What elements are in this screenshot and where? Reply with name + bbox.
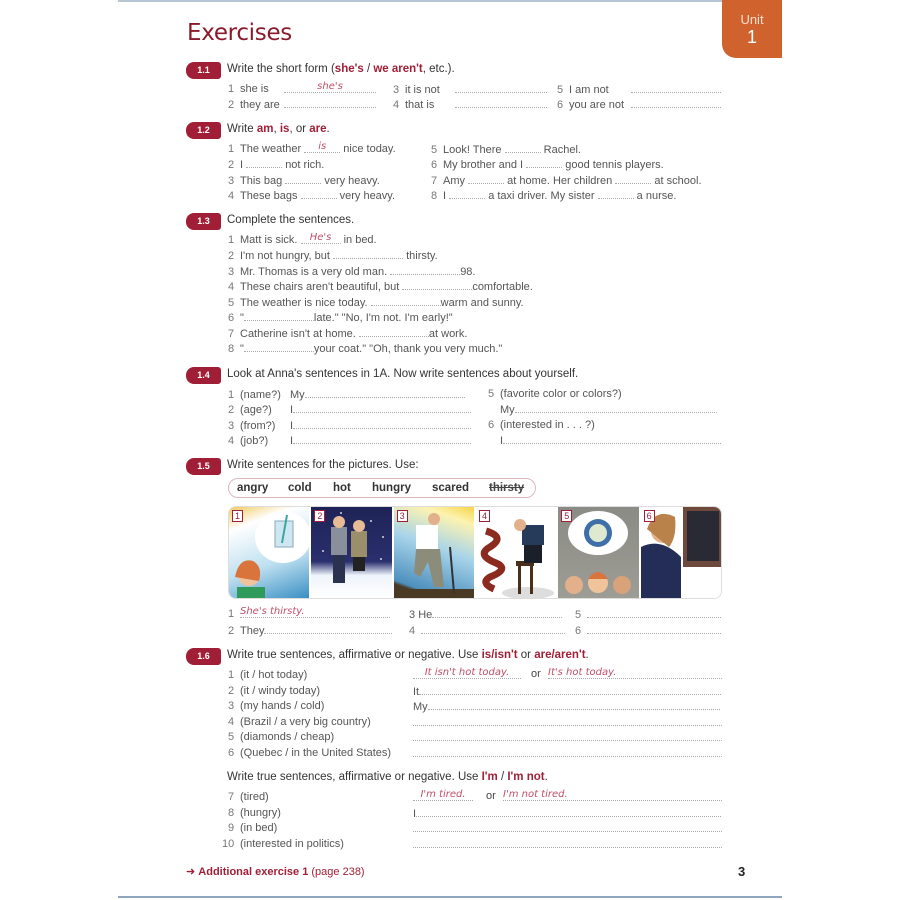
picture-number: 3 bbox=[397, 510, 408, 522]
picture-number: 4 bbox=[479, 510, 490, 522]
word: hot bbox=[333, 482, 351, 494]
exercise-1-3-item: 7 Catherine isn't at home. at work. bbox=[228, 328, 468, 340]
answer-field[interactable] bbox=[244, 341, 314, 352]
exercise-1-3-item: 2 I'm not hungry, but thirsty. bbox=[228, 250, 438, 262]
unit-number: 1 bbox=[746, 27, 757, 47]
exercise-1-4-item: 2 (age?) I bbox=[228, 402, 471, 417]
answer-field[interactable] bbox=[285, 173, 321, 184]
exercise-1-2-item: 6 My brother and I good tennis players. bbox=[431, 159, 664, 171]
answer-field[interactable]: It's hot today. bbox=[548, 668, 722, 679]
or-label: or bbox=[486, 790, 496, 802]
answer-field[interactable] bbox=[293, 402, 471, 413]
exercise-1-1-item: 6 you are not bbox=[557, 97, 721, 112]
exercise-1-4-item: 5 (favorite color or colors?) bbox=[488, 388, 622, 400]
word-used: thirsty bbox=[489, 482, 525, 494]
exercise-1-6-prompt: 2 (it / windy today) bbox=[228, 685, 321, 697]
exercise-1-6-instruction: Write true sentences, affirmative or negative. Use is/isn't or are/aren't. bbox=[227, 649, 589, 661]
exercise-1-4-instruction: Look at Anna's sentences in 1A. Now write sentences about yourself. bbox=[227, 368, 579, 380]
exercise-1-3-instruction: Complete the sentences. bbox=[227, 214, 355, 226]
answer-field[interactable] bbox=[371, 295, 441, 306]
picture-3-hot bbox=[394, 507, 476, 598]
exercise-1-6-answer-line: My bbox=[413, 699, 720, 714]
bottom-rule bbox=[118, 896, 782, 898]
answer-field[interactable]: is bbox=[304, 142, 340, 153]
top-rule bbox=[118, 0, 722, 2]
exercise-1-2-item: 1 The weather is nice today. bbox=[228, 141, 396, 155]
exercise-1-6-prompt: 5 (diamonds / cheap) bbox=[228, 731, 335, 743]
answer-field[interactable] bbox=[413, 730, 722, 741]
answer-field[interactable] bbox=[246, 157, 282, 168]
exercise-1-2-item: 2 I not rich. bbox=[228, 159, 325, 171]
exercise-1-6-prompt: 3 (my hands / cold) bbox=[228, 700, 325, 712]
answer-field[interactable] bbox=[413, 746, 722, 757]
exercise-1-4-item: 4 (job?) I bbox=[228, 433, 471, 448]
exercise-badge-1-5: 1.5 bbox=[186, 458, 221, 475]
arrow-right-icon: ➜ bbox=[186, 866, 196, 878]
word: hungry bbox=[372, 482, 411, 494]
exercise-1-6-answer-line bbox=[413, 668, 521, 682]
exercise-1-6-prompt: 4 (Brazil / a very big country) bbox=[228, 716, 371, 728]
or-label: or bbox=[531, 668, 541, 680]
answer-field[interactable]: It isn't hot today. bbox=[413, 668, 521, 679]
exercise-badge-1-2: 1.2 bbox=[186, 122, 221, 139]
answer-field[interactable] bbox=[359, 326, 429, 337]
picture-1-thirsty bbox=[229, 507, 311, 598]
picture-number: 2 bbox=[314, 510, 325, 522]
exercise-1-6-answer-line bbox=[413, 790, 473, 804]
answer-field[interactable] bbox=[419, 684, 721, 695]
answer-field[interactable] bbox=[390, 264, 460, 275]
exercise-1-1-instruction: Write the short form (she's / we aren't, etc.). bbox=[227, 63, 455, 75]
answer-field[interactable] bbox=[526, 157, 562, 168]
answer-field[interactable] bbox=[416, 806, 721, 817]
answer-field[interactable] bbox=[293, 433, 471, 444]
exercise-1-6-answer-line: I bbox=[413, 806, 721, 821]
picture-number: 1 bbox=[232, 510, 243, 522]
exercise-1-3-item: 4 These chairs aren't beautiful, but comfortable. bbox=[228, 281, 533, 293]
answer-field[interactable] bbox=[413, 821, 722, 832]
exercise-1-6-prompt: 7 (tired) bbox=[228, 791, 269, 803]
exercise-1-6-answer-line bbox=[413, 746, 722, 761]
exercise-1-1-item: 4 that is bbox=[393, 97, 547, 112]
word: angry bbox=[237, 482, 269, 494]
exercise-1-5-item: 5 bbox=[575, 607, 721, 622]
answer-field[interactable] bbox=[455, 97, 547, 108]
exercise-1-3-item: 8 " your coat." "Oh, thank you very much." bbox=[228, 343, 503, 355]
word: scared bbox=[432, 482, 470, 494]
answer-field[interactable] bbox=[421, 623, 565, 634]
exercise-1-1-item: 3 it is not bbox=[393, 82, 547, 97]
exercise-1-3-item: 1 Matt is sick. He's in bed. bbox=[228, 232, 377, 246]
exercise-1-6-prompt: 9 (in bed) bbox=[228, 822, 278, 834]
answer-field[interactable] bbox=[587, 623, 721, 634]
exercise-1-6-answer-line: It bbox=[413, 684, 721, 699]
exercise-1-6-prompt: 1 (it / hot today) bbox=[228, 669, 308, 681]
answer-field[interactable]: She's thirsty. bbox=[240, 607, 390, 618]
exercise-1-1-item: 5 I am not bbox=[557, 82, 721, 97]
answer-field[interactable] bbox=[615, 173, 651, 184]
answer-field[interactable] bbox=[598, 188, 634, 199]
answer-field[interactable] bbox=[428, 699, 720, 710]
answer-field[interactable] bbox=[631, 82, 721, 93]
page-number: 3 bbox=[738, 864, 746, 879]
exercise-1-2-item: 3 This bag very heavy. bbox=[228, 175, 380, 187]
answer-field[interactable] bbox=[293, 418, 471, 429]
answer-field[interactable] bbox=[587, 607, 721, 618]
picture-5-hungry bbox=[558, 507, 640, 598]
answer-field[interactable] bbox=[305, 387, 465, 398]
exercise-1-1-item: 2 they are bbox=[228, 97, 376, 112]
exercise-1-2-item: 5 Look! There Rachel. bbox=[431, 144, 581, 156]
answer-field[interactable]: she's bbox=[284, 82, 376, 93]
answer-field[interactable]: I'm tired. bbox=[413, 790, 473, 801]
answer-field[interactable] bbox=[455, 82, 547, 93]
exercise-1-1-item: 1 she is she's bbox=[228, 82, 376, 96]
exercise-badge-1-6: 1.6 bbox=[186, 648, 221, 665]
answer-field[interactable]: He's bbox=[301, 233, 341, 244]
answer-field[interactable] bbox=[333, 248, 403, 259]
exercise-1-5-instruction: Write sentences for the pictures. Use: bbox=[227, 459, 419, 471]
exercise-1-6-answer-line bbox=[503, 790, 722, 804]
answer-field[interactable] bbox=[449, 188, 485, 199]
answer-field[interactable] bbox=[468, 173, 504, 184]
exercise-1-6-answer-line bbox=[413, 821, 722, 836]
exercise-1-4-item: 3 (from?) I bbox=[228, 418, 471, 433]
exercise-1-3-item: 5 The weather is nice today. warm and sunny. bbox=[228, 297, 524, 309]
additional-exercise-link[interactable]: ➜ Additional exercise 1 (page 238) bbox=[186, 866, 365, 878]
answer-field[interactable]: I'm not tired. bbox=[503, 790, 722, 801]
answer-field[interactable] bbox=[264, 623, 392, 634]
exercise-1-2-item: 4 These bags very heavy. bbox=[228, 190, 396, 202]
exercise-1-6-answer-line bbox=[413, 837, 722, 852]
exercise-1-5-item: 4 bbox=[409, 623, 565, 638]
exercise-1-3-item: 6 " late." "No, I'm not. I'm early!" bbox=[228, 312, 453, 324]
exercise-1-4-item-answer: My bbox=[500, 402, 717, 417]
exercise-1-5-item: 2 They bbox=[228, 623, 392, 638]
picture-number: 6 bbox=[644, 510, 655, 522]
exercise-badge-1-4: 1.4 bbox=[186, 367, 221, 384]
picture-number: 5 bbox=[561, 510, 572, 522]
exercise-1-2-item: 8 I a taxi driver. My sister a nurse. bbox=[431, 190, 677, 202]
answer-field[interactable] bbox=[244, 310, 314, 321]
exercise-1-6-answer-line bbox=[413, 715, 722, 730]
exercise-1-5-item: 3 He bbox=[409, 607, 562, 622]
unit-tab bbox=[722, 0, 782, 58]
answer-field[interactable] bbox=[284, 97, 376, 108]
exercise-1-5-item: 6 bbox=[575, 623, 721, 638]
answer-field[interactable] bbox=[631, 97, 721, 108]
answer-field[interactable] bbox=[301, 188, 337, 199]
exercise-1-3-item: 3 Mr. Thomas is a very old man. 98. bbox=[228, 266, 476, 278]
exercise-1-6-sub-instruction: Write true sentences, affirmative or negative. Use I'm / I'm not. bbox=[227, 771, 548, 783]
exercise-1-6-prompt: 8 (hungry) bbox=[228, 807, 281, 819]
exercise-1-4-item: 6 (interested in . . . ?) bbox=[488, 419, 595, 431]
answer-field[interactable] bbox=[402, 279, 472, 290]
exercise-badge-1-1: 1.1 bbox=[186, 62, 221, 79]
exercise-1-6-prompt: 10 (interested in politics) bbox=[222, 838, 344, 850]
answer-field[interactable] bbox=[505, 142, 541, 153]
picture-6-angry bbox=[641, 507, 721, 598]
exercise-badge-1-3: 1.3 bbox=[186, 213, 221, 230]
exercise-1-4-item: 1 (name?) My bbox=[228, 387, 465, 402]
exercise-1-6-prompt: 6 (Quebec / in the United States) bbox=[228, 747, 392, 759]
picture-4-scared bbox=[476, 507, 558, 598]
answer-field[interactable] bbox=[503, 433, 721, 444]
exercise-1-5-item: 1 She's thirsty. bbox=[228, 607, 390, 621]
answer-field[interactable] bbox=[515, 402, 717, 413]
unit-label: Unit bbox=[740, 12, 764, 27]
answer-field[interactable] bbox=[432, 607, 562, 618]
page-title: Exercises bbox=[187, 20, 292, 46]
exercise-1-6-answer-line bbox=[548, 668, 722, 682]
exercise-1-6-answer-line bbox=[413, 730, 722, 745]
picture-2-cold bbox=[311, 507, 393, 598]
exercise-1-4-item-answer: I bbox=[500, 433, 721, 448]
exercise-1-2-item: 7 Amy at home. Her children at school. bbox=[431, 175, 702, 187]
exercise-1-2-instruction: Write am, is, or are. bbox=[227, 123, 330, 135]
word: cold bbox=[288, 482, 312, 494]
word-box bbox=[228, 478, 536, 498]
picture-strip bbox=[228, 506, 722, 599]
answer-field[interactable] bbox=[413, 837, 722, 848]
answer-field[interactable] bbox=[413, 715, 722, 726]
